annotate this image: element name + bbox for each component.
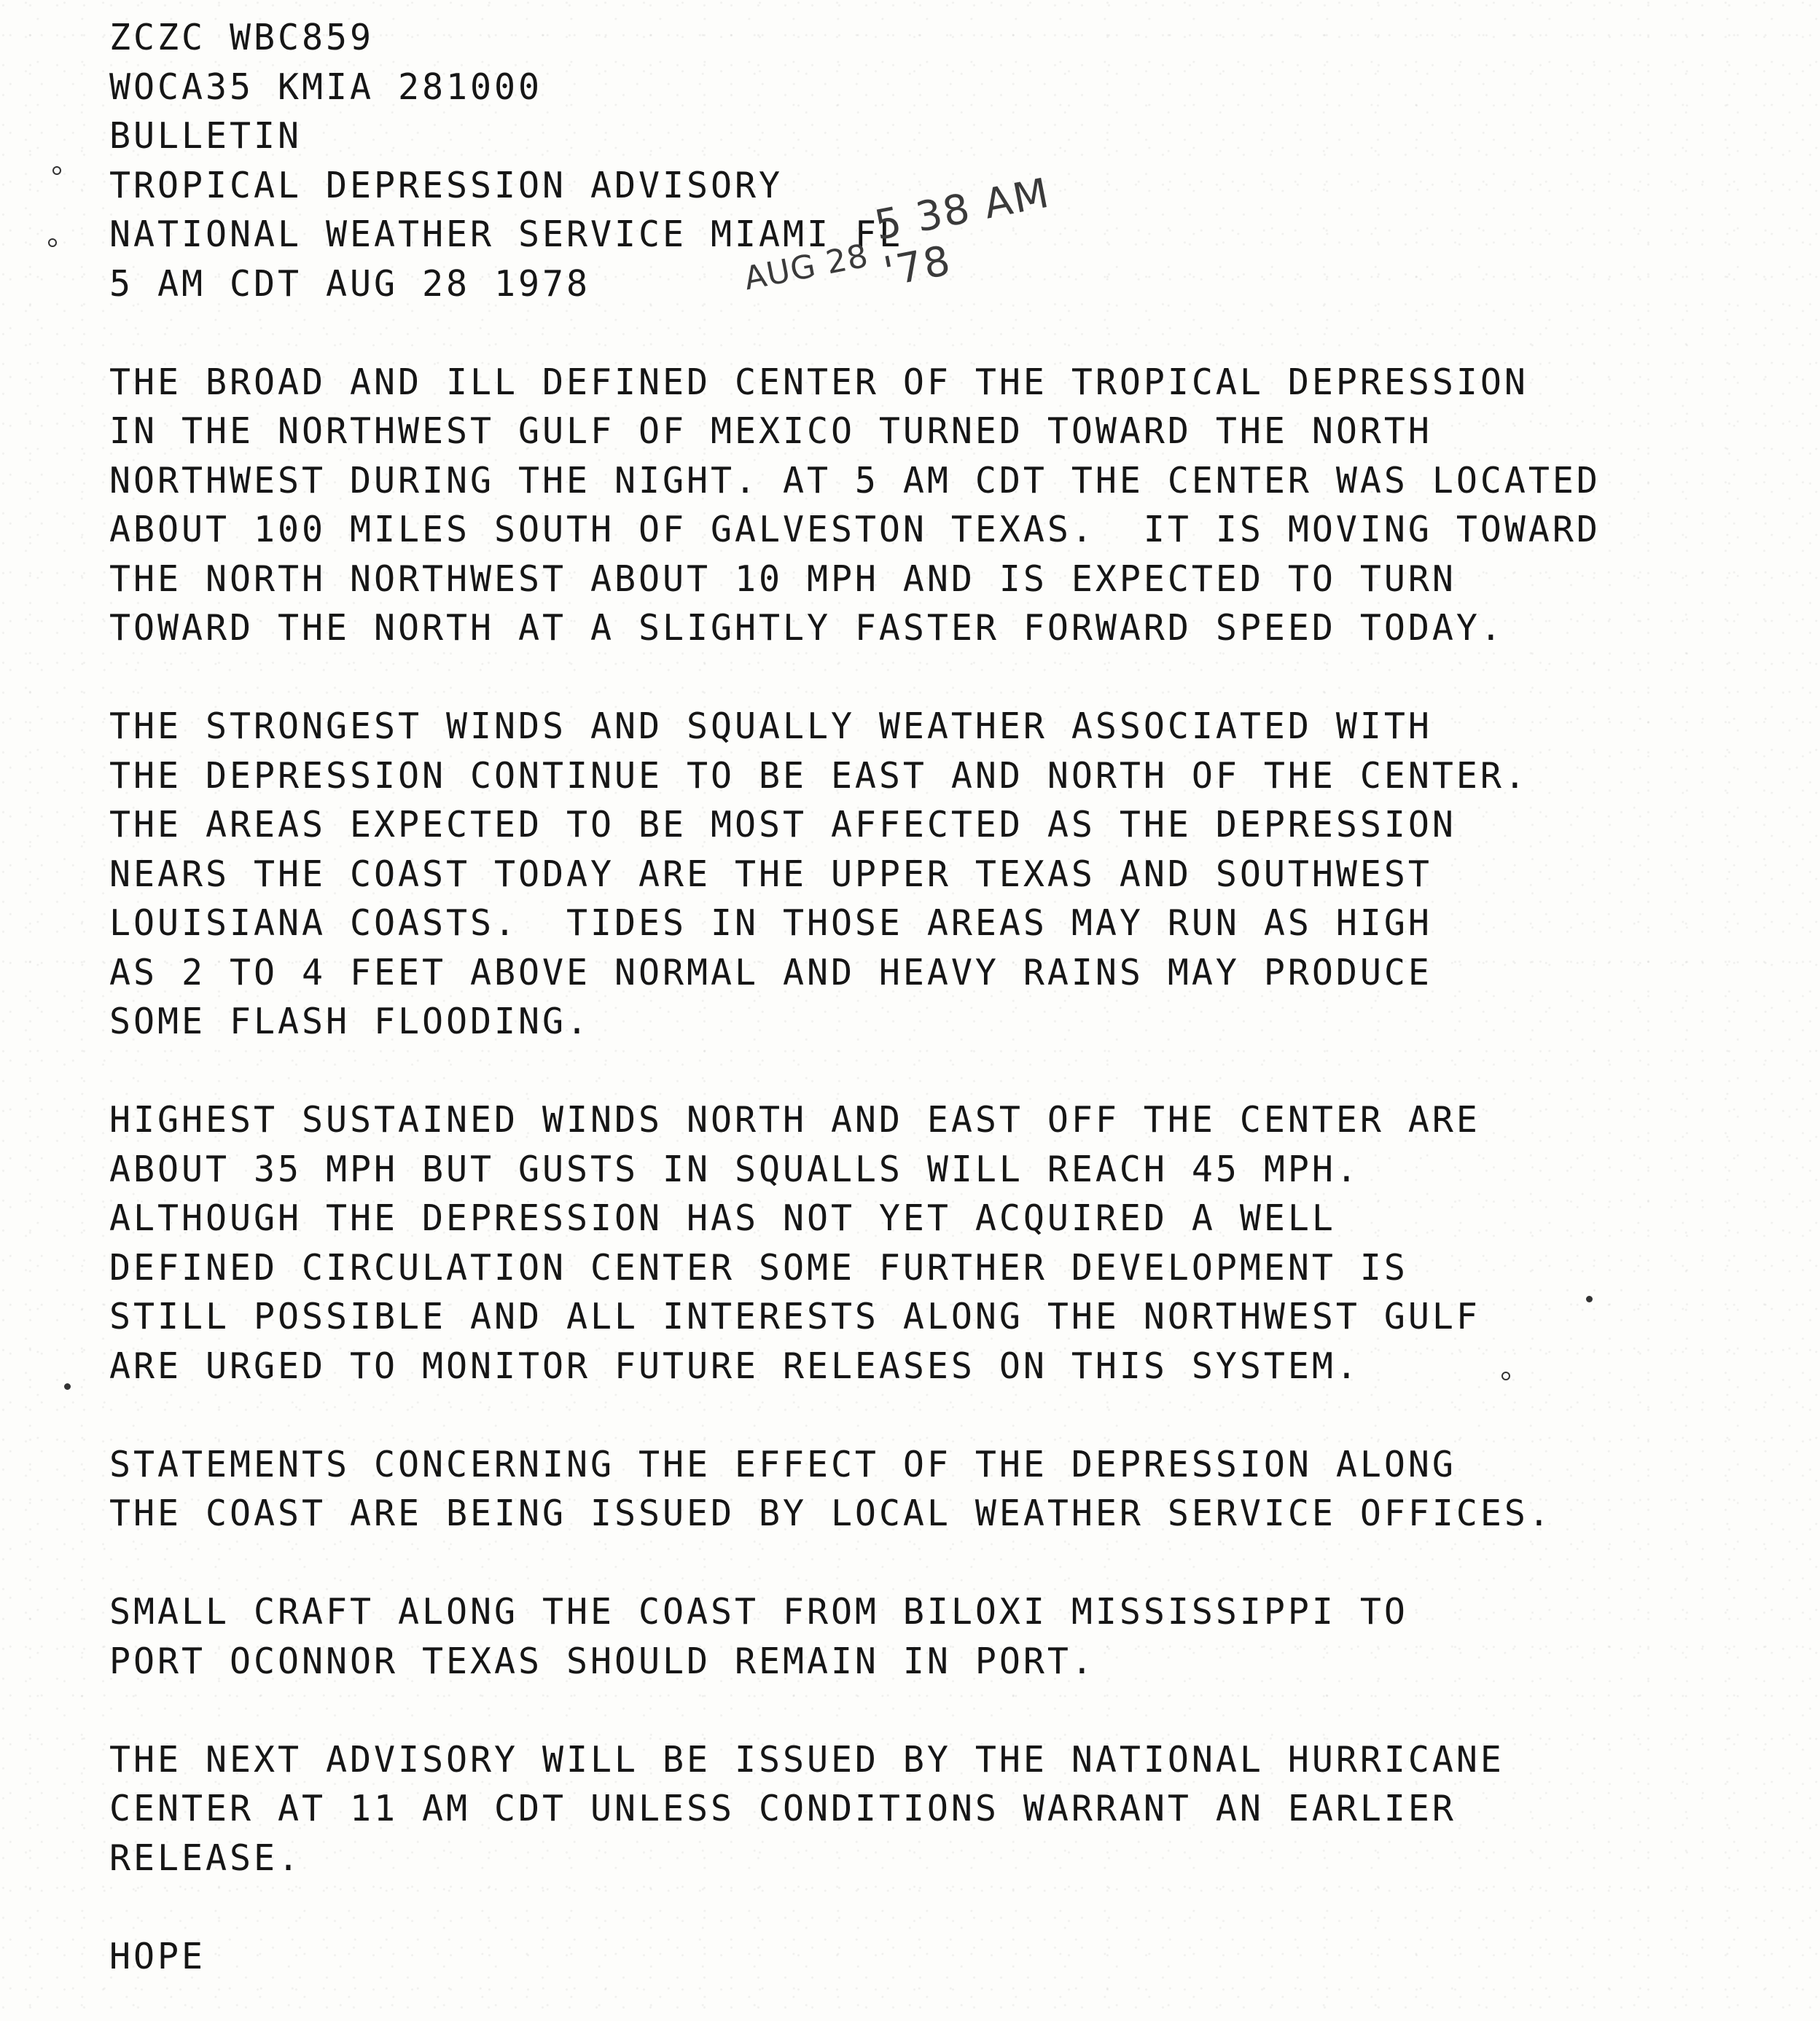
paragraph-line: NEARS THE COAST TODAY ARE THE UPPER TEXAS AND SOUTHWEST [109, 853, 1432, 895]
paragraph-next-advisory [109, 1735, 1509, 1883]
paragraph-line: ARE URGED TO MONITOR FUTURE RELEASES ON THIS SYSTEM. [109, 1345, 1360, 1387]
paragraph-gap [109, 1047, 1509, 1096]
paragraph-line: THE COAST ARE BEING ISSUED BY LOCAL WEATHER SERVICE OFFICES. [109, 1493, 1553, 1534]
paragraph-line: THE DEPRESSION CONTINUE TO BE EAST AND NORTH OF THE CENTER. [109, 754, 1528, 797]
paragraph-line: STILL POSSIBLE AND ALL INTERESTS ALONG THE NORTHWEST GULF [109, 1296, 1480, 1337]
forecaster-signature: HOPE [109, 1935, 206, 1977]
paragraph-line: SOME FLASH FLOODING. [109, 1001, 590, 1042]
paragraph-gap [109, 1391, 1509, 1440]
paragraph-line: AS 2 TO 4 FEET ABOVE NORMAL AND HEAVY RAINS MAY PRODUCE [109, 951, 1432, 993]
paragraph-line: THE NORTH NORTHWEST ABOUT 10 MPH AND IS EXPECTED TO TURN [109, 558, 1456, 600]
header-line: NATIONAL WEATHER SERVICE MIAMI FL [109, 214, 903, 255]
paper-speck [52, 166, 61, 175]
paragraph-winds-and-tides [109, 702, 1528, 1047]
paragraph-line: DEFINED CIRCULATION CENTER SOME FURTHER DEVELOPMENT IS [109, 1246, 1408, 1289]
paragraph-sustained-winds [109, 1095, 1509, 1391]
header-line: BULLETIN [109, 115, 302, 157]
paragraph-line: ABOUT 100 MILES SOUTH OF GALVESTON TEXAS. IT IS MOVING TOWARD [109, 509, 1601, 550]
paper-speck [64, 1383, 71, 1390]
stamp-date: AUG 28 [741, 237, 872, 298]
paragraph-line: THE BROAD AND ILL DEFINED CENTER OF THE TROPICAL DEPRESSION [109, 361, 1528, 403]
paper-speck [48, 238, 57, 247]
paragraph-line: THE AREAS EXPECTED TO BE MOST AFFECTED AS THE DEPRESSION [109, 804, 1456, 845]
paragraph-line: ABOUT 35 MPH BUT GUSTS IN SQUALLS WILL REACH 45 MPH. [109, 1148, 1360, 1190]
paragraph-line: STATEMENTS CONCERNING THE EFFECT OF THE DEPRESSION ALONG [109, 1443, 1456, 1485]
paragraph-gap [109, 1539, 1509, 1588]
paper-speck [1501, 1372, 1510, 1380]
header-line: ZCZC WBC859 [109, 17, 374, 58]
stamp-time: 5 38 AM '78 [870, 169, 1054, 297]
paragraph-line: RELEASE. [109, 1837, 302, 1879]
signature-block [109, 1932, 1509, 1982]
header-line: TROPICAL DEPRESSION ADVISORY [109, 164, 783, 206]
paragraph-line: HIGHEST SUSTAINED WINDS NORTH AND EAST OFF THE CENTER ARE [109, 1099, 1480, 1141]
paragraph-line: LOUISIANA COASTS. TIDES IN THOSE AREAS MAY RUN AS HIGH [109, 902, 1432, 944]
paragraph-line: THE STRONGEST WINDS AND SQUALLY WEATHER ASSOCIATED WITH [109, 705, 1432, 747]
paragraph-center-location [109, 358, 1601, 653]
paragraph-line: PORT OCONNOR TEXAS SHOULD REMAIN IN PORT. [109, 1640, 1095, 1682]
paragraph-line: ALTHOUGH THE DEPRESSION HAS NOT YET ACQUIRED A WELL [109, 1197, 1336, 1239]
header-line: 5 AM CDT AUG 28 1978 [109, 262, 590, 305]
paragraph-line: IN THE NORTHWEST GULF OF MEXICO TURNED TOWARD THE NORTH [109, 410, 1432, 452]
paragraph-gap [109, 1686, 1509, 1735]
paragraph-line: NORTHWEST DURING THE NIGHT. AT 5 AM CDT THE CENTER WAS LOCATED [109, 459, 1601, 501]
paragraph-line: THE NEXT ADVISORY WILL BE ISSUED BY THE NATIONAL HURRICANE [109, 1738, 1504, 1780]
paper-speck [1586, 1296, 1593, 1302]
paragraph-gap [109, 1883, 1509, 1932]
paragraph-statements [109, 1440, 1553, 1539]
paragraph-line: CENTER AT 11 AM CDT UNLESS CONDITIONS WARRANT AN EARLIER [109, 1788, 1456, 1829]
header-line: WOCA35 KMIA 281000 [109, 66, 542, 108]
paragraph-gap [109, 653, 1509, 703]
paragraph-small-craft [109, 1587, 1509, 1686]
paragraph-line: TOWARD THE NORTH AT A SLIGHTLY FASTER FORWARD SPEED TODAY. [109, 607, 1504, 649]
paragraph-line: SMALL CRAFT ALONG THE COAST FROM BILOXI MISSISSIPPI TO [109, 1591, 1408, 1633]
